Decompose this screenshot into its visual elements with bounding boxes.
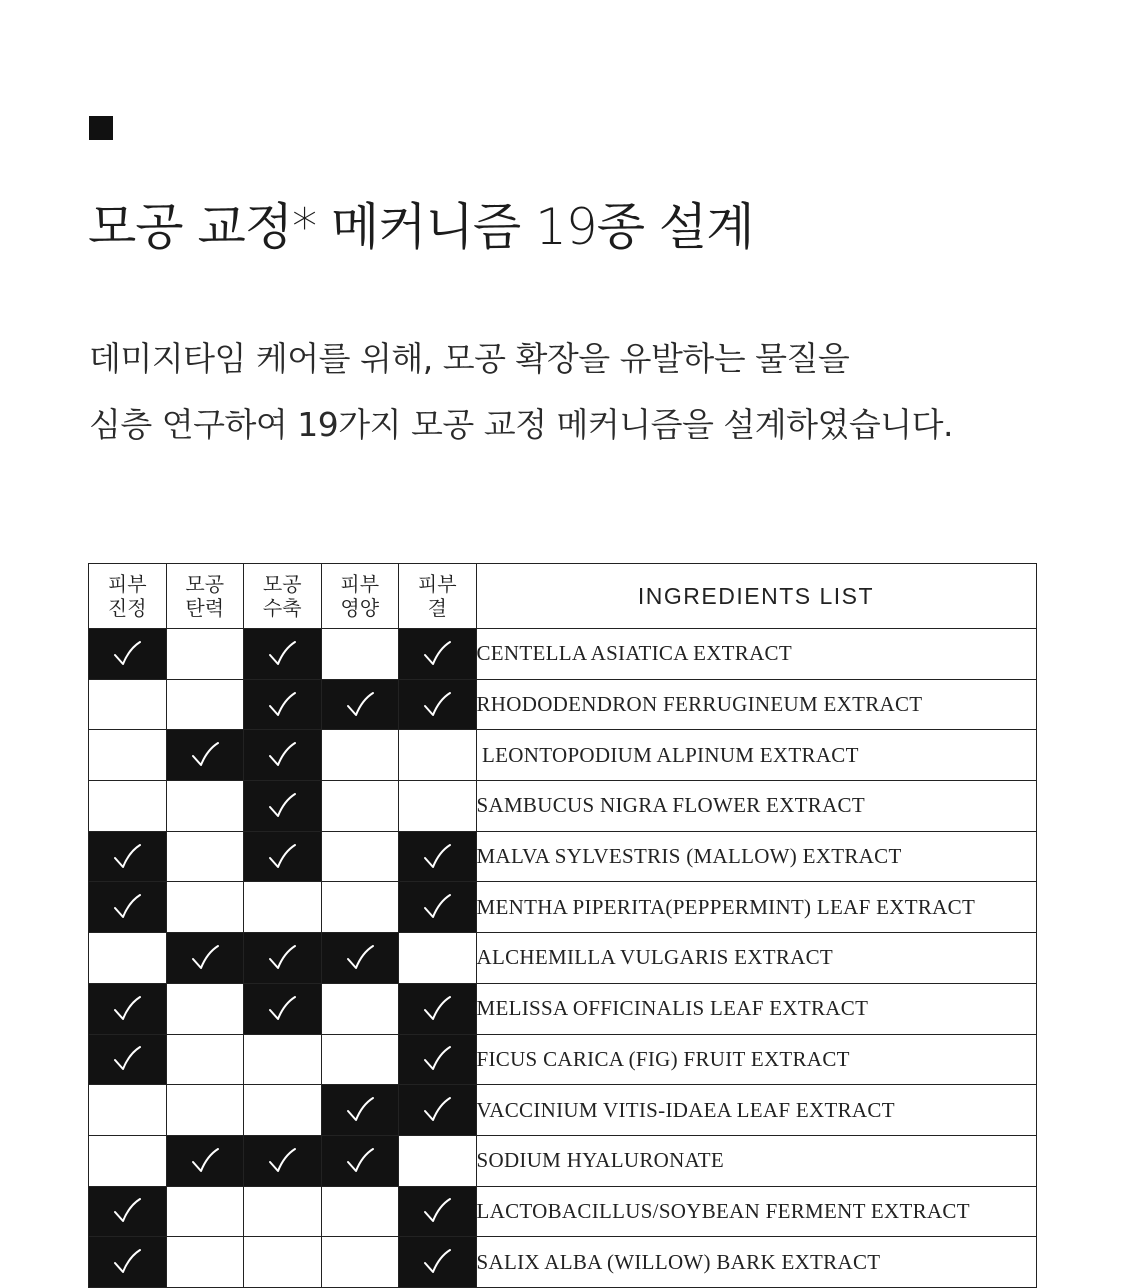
check-icon (267, 640, 297, 668)
empty-cell (244, 1186, 322, 1237)
effect-column-header (89, 564, 167, 629)
checked-cell (399, 983, 477, 1034)
checked-cell (89, 1186, 167, 1237)
checked-cell (399, 1034, 477, 1085)
checked-cell (89, 983, 167, 1034)
empty-cell (321, 882, 399, 933)
check-icon (267, 691, 297, 719)
check-icon (190, 944, 220, 972)
table-row (89, 882, 1037, 933)
table-row (89, 679, 1037, 730)
empty-cell (321, 629, 399, 680)
effect-column-header (399, 564, 477, 629)
check-icon (345, 1147, 375, 1175)
table-row (89, 933, 1037, 984)
effect-header-line: 진정 (107, 596, 147, 620)
empty-cell (399, 933, 477, 984)
checked-cell (399, 831, 477, 882)
ingredient-name: VACCINIUM VITIS-IDAEA LEAF EXTRACT (476, 1085, 1036, 1136)
check-icon (112, 893, 142, 921)
check-icon (112, 995, 142, 1023)
empty-cell (166, 882, 244, 933)
check-icon (112, 843, 142, 871)
empty-cell (166, 679, 244, 730)
check-icon (422, 843, 452, 871)
empty-cell (166, 1186, 244, 1237)
ingredients-table-body (89, 629, 1037, 1288)
effect-header-line: 모공 (185, 572, 225, 596)
ingredients-table (88, 563, 1037, 1288)
empty-cell (166, 629, 244, 680)
check-icon (112, 640, 142, 668)
effect-header-line: 모공 (262, 572, 302, 596)
checked-cell (166, 730, 244, 781)
empty-cell (399, 730, 477, 781)
description-line: 심층 연구하여 19가지 모공 교정 메커니즘을 설계하였습니다. (89, 405, 953, 444)
page-title: 모공 교정* 메커니즘 19종 설계 (88, 198, 754, 256)
table-header-row (89, 564, 1037, 629)
check-icon (267, 995, 297, 1023)
empty-cell (321, 1186, 399, 1237)
checked-cell (89, 629, 167, 680)
empty-cell (166, 1034, 244, 1085)
check-icon (345, 1096, 375, 1124)
checked-cell (244, 730, 322, 781)
checked-cell (244, 629, 322, 680)
checked-cell (89, 882, 167, 933)
empty-cell (89, 933, 167, 984)
check-icon (267, 1147, 297, 1175)
checked-cell (321, 1085, 399, 1136)
description (89, 326, 953, 458)
table-row (89, 781, 1037, 832)
ingredient-name: SAMBUCUS NIGRA FLOWER EXTRACT (476, 781, 1036, 832)
checked-cell (321, 679, 399, 730)
checked-cell (399, 679, 477, 730)
checked-cell (89, 1034, 167, 1085)
checked-cell (321, 933, 399, 984)
checked-cell (89, 831, 167, 882)
effect-header-line: 수축 (262, 596, 302, 620)
effect-header-line: 영양 (340, 596, 380, 620)
empty-cell (399, 781, 477, 832)
checked-cell (166, 1135, 244, 1186)
table-row (89, 1034, 1037, 1085)
empty-cell (399, 1135, 477, 1186)
checked-cell (244, 1135, 322, 1186)
ingredient-name: LACTOBACILLUS/SOYBEAN FERMENT EXTRACT (476, 1186, 1036, 1237)
table-row (89, 831, 1037, 882)
checked-cell (399, 1085, 477, 1136)
empty-cell (244, 1085, 322, 1136)
checked-cell (399, 882, 477, 933)
checked-cell (244, 933, 322, 984)
empty-cell (321, 831, 399, 882)
table-row (89, 1085, 1037, 1136)
check-icon (267, 741, 297, 769)
check-icon (422, 1197, 452, 1225)
table-row (89, 983, 1037, 1034)
empty-cell (89, 781, 167, 832)
effect-column-header (166, 564, 244, 629)
check-icon (422, 995, 452, 1023)
ingredient-name: ALCHEMILLA VULGARIS EXTRACT (476, 933, 1036, 984)
check-icon (112, 1197, 142, 1225)
empty-cell (244, 1034, 322, 1085)
check-icon (267, 843, 297, 871)
check-icon (422, 640, 452, 668)
effect-column-header (321, 564, 399, 629)
table-row (89, 730, 1037, 781)
ingredient-name: FICUS CARICA (FIG) FRUIT EXTRACT (476, 1034, 1036, 1085)
empty-cell (89, 1135, 167, 1186)
checked-cell (166, 933, 244, 984)
ingredient-name: SALIX ALBA (WILLOW) BARK EXTRACT (476, 1237, 1036, 1288)
checked-cell (321, 1135, 399, 1186)
empty-cell (166, 831, 244, 882)
empty-cell (321, 1034, 399, 1085)
check-icon (190, 1147, 220, 1175)
table-row (89, 1135, 1037, 1186)
empty-cell (166, 983, 244, 1034)
ingredient-name: LEONTOPODIUM ALPINUM EXTRACT (476, 730, 1036, 781)
check-icon (267, 944, 297, 972)
black-square-icon (89, 116, 113, 140)
ingredient-name: CENTELLA ASIATICA EXTRACT (476, 629, 1036, 680)
empty-cell (321, 781, 399, 832)
effect-header-line: 탄력 (185, 596, 225, 620)
check-icon (422, 1045, 452, 1073)
check-icon (112, 1248, 142, 1276)
check-icon (422, 1248, 452, 1276)
checked-cell (244, 983, 322, 1034)
empty-cell (89, 730, 167, 781)
empty-cell (89, 679, 167, 730)
ingredient-name: MENTHA PIPERITA(PEPPERMINT) LEAF EXTRACT (476, 882, 1036, 933)
ingredient-name: MALVA SYLVESTRIS (MALLOW) EXTRACT (476, 831, 1036, 882)
ingredient-name: MELISSA OFFICINALIS LEAF EXTRACT (476, 983, 1036, 1034)
check-icon (345, 691, 375, 719)
ingredient-name: SODIUM HYALURONATE (476, 1135, 1036, 1186)
empty-cell (166, 1085, 244, 1136)
ingredients-list-header: INGREDIENTS LIST (476, 564, 1036, 629)
check-icon (422, 893, 452, 921)
effect-column-header (244, 564, 322, 629)
effect-header-line: 피부 (417, 572, 457, 596)
check-icon (345, 944, 375, 972)
ingredient-name: RHODODENDRON FERRUGINEUM EXTRACT (476, 679, 1036, 730)
check-icon (422, 1096, 452, 1124)
description-line: 데미지타임 케어를 위해, 모공 확장을 유발하는 물질을 (89, 339, 850, 378)
table-row (89, 1186, 1037, 1237)
empty-cell (166, 781, 244, 832)
empty-cell (321, 983, 399, 1034)
checked-cell (399, 1186, 477, 1237)
effect-header-line: 결 (427, 596, 447, 620)
checked-cell (244, 679, 322, 730)
check-icon (190, 741, 220, 769)
check-icon (112, 1045, 142, 1073)
check-icon (267, 792, 297, 820)
effect-header-line: 피부 (340, 572, 380, 596)
checked-cell (399, 629, 477, 680)
empty-cell (89, 1085, 167, 1136)
empty-cell (244, 882, 322, 933)
checked-cell (244, 831, 322, 882)
table-row (89, 629, 1037, 680)
check-icon (422, 691, 452, 719)
effect-header-line: 피부 (107, 572, 147, 596)
checked-cell (244, 781, 322, 832)
empty-cell (321, 730, 399, 781)
